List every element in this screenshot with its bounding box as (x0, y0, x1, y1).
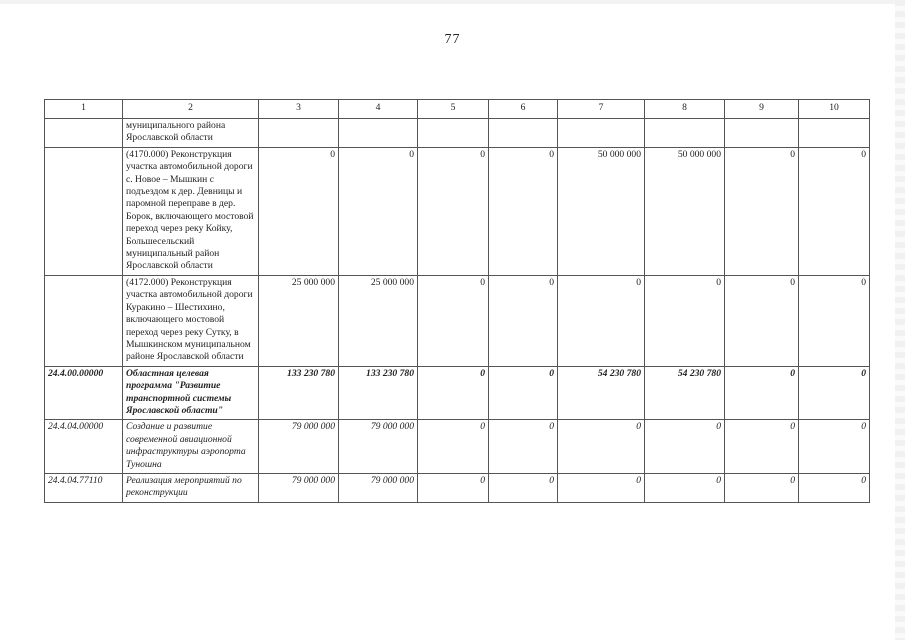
row-value: 79 000 000 (339, 473, 418, 502)
row-value: 0 (725, 275, 799, 366)
row-value: 0 (725, 147, 799, 275)
row-value (259, 119, 339, 148)
table-row (45, 275, 870, 366)
table-header-row (45, 100, 870, 119)
row-description: (4170.000) Реконструкция участка автомобильной дороги с. Новое – Мышкин с подъездом к дер. Девницы и паромной переправе в дер. Борок, включающего мостовой переход через реку Койку, Большесельский муниципальный район Ярославской области (123, 147, 259, 275)
header-cell: 5 (418, 100, 489, 119)
scan-artifact-top (0, 0, 905, 4)
row-value: 79 000 000 (259, 420, 339, 474)
row-value: 133 230 780 (339, 366, 418, 420)
row-value: 54 230 780 (645, 366, 725, 420)
row-value (725, 119, 799, 148)
row-value: 0 (489, 420, 558, 474)
row-value: 0 (725, 366, 799, 420)
row-value: 25 000 000 (339, 275, 418, 366)
row-value: 133 230 780 (259, 366, 339, 420)
budget-table (44, 99, 870, 503)
row-value: 0 (799, 420, 870, 474)
row-value: 0 (418, 473, 489, 502)
row-value: 0 (259, 147, 339, 275)
page-number: 77 (444, 32, 461, 47)
row-value: 0 (645, 420, 725, 474)
row-value: 50 000 000 (558, 147, 645, 275)
row-value (339, 119, 418, 148)
header-cell: 4 (339, 100, 418, 119)
row-description: (4172.000) Реконструкция участка автомобильной дороги Куракино – Шестихино, включающего мостовой переход через реку Сутку, в Мышкинском муниципальном районе Ярославской области (123, 275, 259, 366)
row-value: 0 (489, 147, 558, 275)
row-value: 0 (418, 275, 489, 366)
row-description: муниципального района Ярославской области (123, 119, 259, 148)
row-code: 24.4.00.00000 (45, 366, 123, 420)
header-cell: 1 (45, 100, 123, 119)
row-value: 79 000 000 (339, 420, 418, 474)
header-cell: 9 (725, 100, 799, 119)
header-cell: 8 (645, 100, 725, 119)
row-code (45, 275, 123, 366)
header-cell: 3 (259, 100, 339, 119)
table-row (45, 473, 870, 502)
row-code: 24.4.04.77110 (45, 473, 123, 502)
header-cell: 6 (489, 100, 558, 119)
row-value: 0 (489, 473, 558, 502)
header-cell: 10 (799, 100, 870, 119)
row-value: 0 (418, 147, 489, 275)
table-row (45, 420, 870, 474)
row-value (645, 119, 725, 148)
row-value: 0 (645, 473, 725, 502)
row-value: 79 000 000 (259, 473, 339, 502)
row-value: 0 (645, 275, 725, 366)
row-value: 0 (558, 275, 645, 366)
row-value: 0 (339, 147, 418, 275)
row-description: Реализация мероприятий по реконструкции (123, 473, 259, 502)
table-row-program-total (45, 366, 870, 420)
row-code: 24.4.04.00000 (45, 420, 123, 474)
table-row (45, 147, 870, 275)
row-value: 0 (489, 275, 558, 366)
row-value: 0 (725, 420, 799, 474)
row-value: 25 000 000 (259, 275, 339, 366)
row-code (45, 147, 123, 275)
row-value (799, 119, 870, 148)
scan-artifact-right-edge (895, 0, 905, 640)
header-cell: 2 (123, 100, 259, 119)
row-description: Создание и развитие современной авиационной инфраструктуры аэропорта Туношна (123, 420, 259, 474)
row-code (45, 119, 123, 148)
row-description: Областная целевая программа "Развитие транспортной системы Ярославской области" (123, 366, 259, 420)
row-value (418, 119, 489, 148)
row-value: 0 (799, 147, 870, 275)
row-value: 0 (558, 473, 645, 502)
row-value: 0 (489, 366, 558, 420)
row-value (489, 119, 558, 148)
row-value (558, 119, 645, 148)
row-value: 0 (799, 275, 870, 366)
row-value: 0 (418, 420, 489, 474)
row-value: 50 000 000 (645, 147, 725, 275)
row-value: 0 (558, 420, 645, 474)
header-cell: 7 (558, 100, 645, 119)
row-value: 0 (799, 366, 870, 420)
row-value: 54 230 780 (558, 366, 645, 420)
row-value: 0 (418, 366, 489, 420)
row-value: 0 (725, 473, 799, 502)
table-row (45, 119, 870, 148)
row-value: 0 (799, 473, 870, 502)
